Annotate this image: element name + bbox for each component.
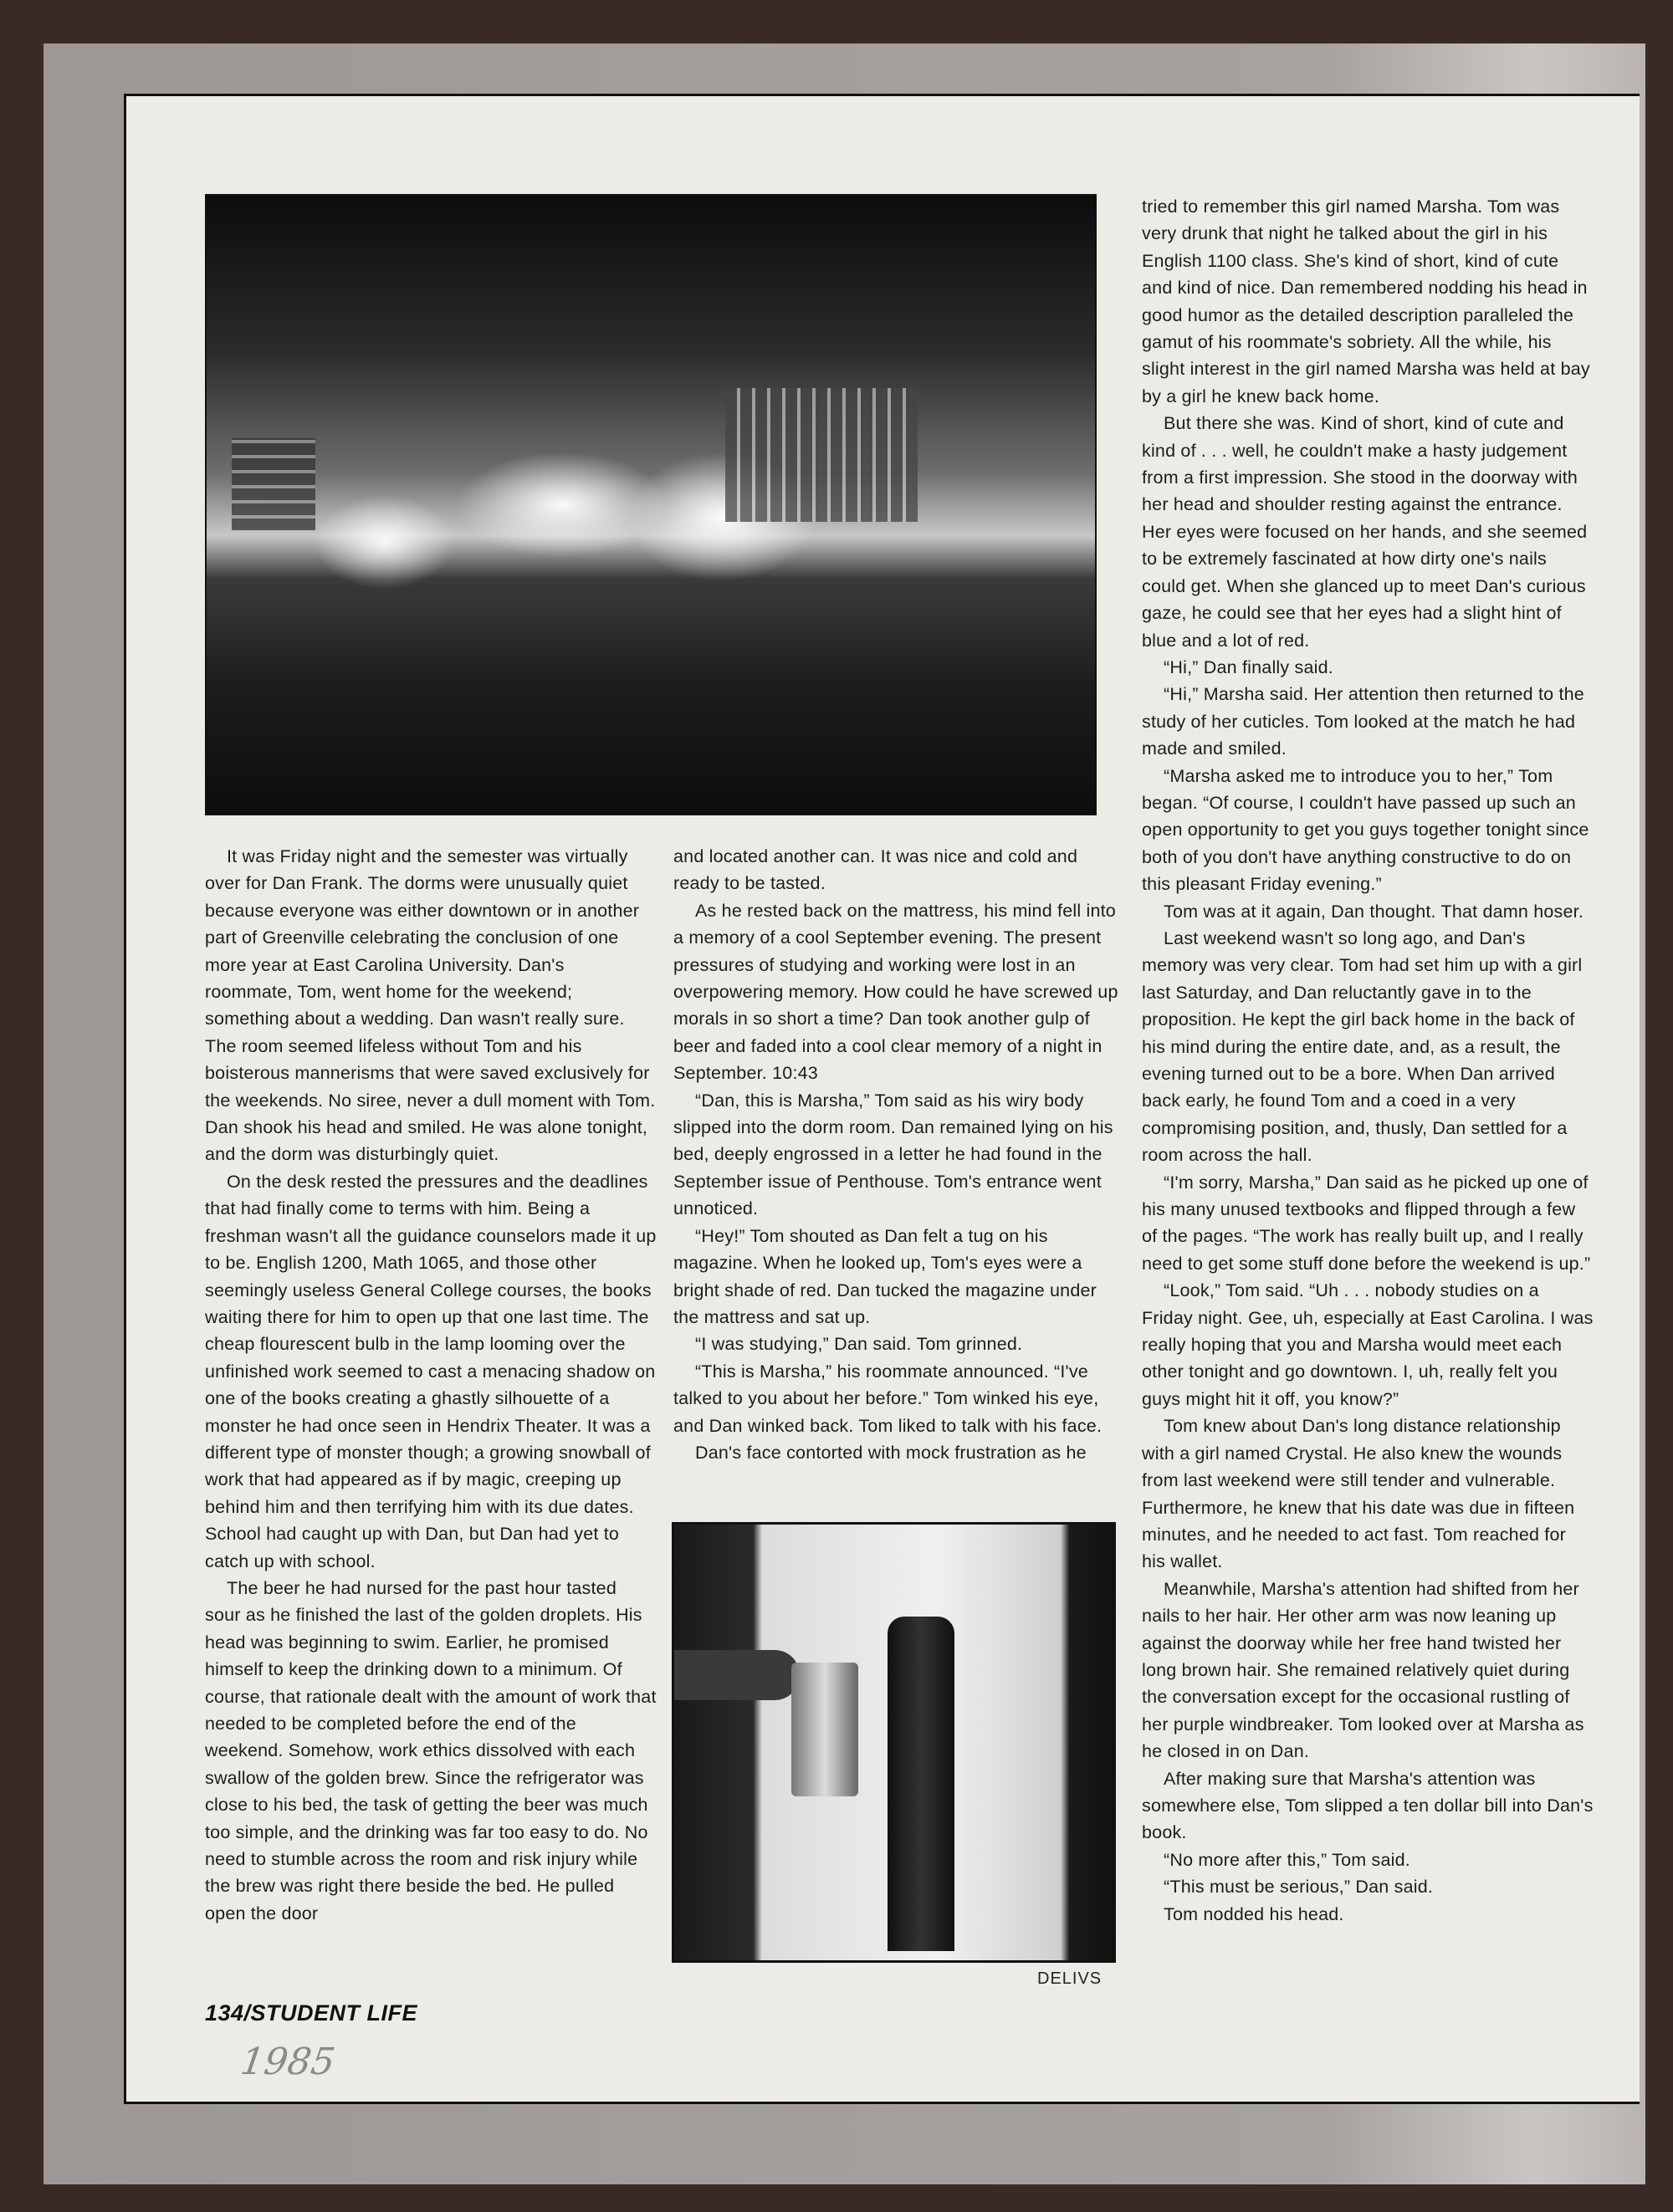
- right-column: [1142, 193, 1594, 1928]
- paragraph: “I was studying,” Dan said. Tom grinned.: [695, 1334, 1023, 1355]
- paragraph: “Dan, this is Marsha,” Tom said as his wiry body slipped into the dorm room. Dan remained lying on his bed, deeply engrossed in a letter he had found in the September issue of Penthouse. Tom's entrance went unnoticed.: [673, 1090, 1113, 1219]
- handwritten-year: 1985: [238, 2041, 338, 2083]
- paragraph: As he rested back on the mattress, his mind fell into a memory of a cool September evening. The present pressures of studying and working were lost in an overpowering memory. How could he have screwed up morals in so short a time? Dan took another gulp of beer and faded into a cool clear memory of a night in September. 10:43: [673, 900, 1118, 1084]
- photo-credit: DELIVS: [1037, 1969, 1103, 1988]
- paragraph: “Look,” Tom said. “Uh . . . nobody studies on a Friday night. Gee, uh, especially at East Carolina. I was really hoping that you and Marsha would meet each other tonight and go downtown. I, uh, really felt you guys might hit it off, you know?”: [1142, 1280, 1594, 1409]
- paragraph: But there she was. Kind of short, kind of cute and kind of . . . well, he couldn't make a hasty judgement from a first impression. She stood in the doorway with her head and shoulder resting against the entrance. Her eyes were focused on her hands, and she seemed to be extremely fascinated at how dirty one's nails could get. When she glanced up to meet Dan's curious gaze, he could see that her eyes had a slight hint of blue and a lot of red.: [1142, 413, 1588, 651]
- paragraph: It was Friday night and the semester was virtually over for Dan Frank. The dorms were unusually quiet because everyone was either downtown or in another part of Greenville celebrating the conclusion of one more year at East Carolina University. Dan's roommate, Tom, went home for the weekend; something about a wedding. Dan wasn't really sure. The room seemed lifeless without Tom and his boisterous mannerisms that were saved exclusively for the weekends. No siree, never a dull moment with Tom. Dan shook his head and smiled. He was alone tonight, and the dorm was disturbingly quiet.: [205, 846, 656, 1165]
- page-folio: 134/STUDENT LIFE: [205, 2000, 418, 2026]
- paragraph: Last weekend wasn't so long ago, and Dan's memory was very clear. Tom had set him up with a girl last Saturday, and Dan reluctantly gave in to the proposition. He kept the girl back home in the back of his mind during the entire date, and, as a result, the evening turned out to be a bore. When Dan arrived back early, he found Tom and a coed in a very compromising position, and, thusly, Dan settled for a room across the hall.: [1142, 927, 1583, 1166]
- refrigerator-beer-photo: [672, 1522, 1116, 1963]
- paragraph: Tom nodded his head.: [1164, 1903, 1344, 1924]
- paragraph: “Hi,” Dan finally said.: [1164, 656, 1333, 677]
- paragraph: tried to remember this girl named Marsha. Tom was very drunk that night he talked about the girl in his English 1100 class. She's kind of short, kind of cute and kind of nice. Dan remembered nodding his head in good humor as the detailed description paralleled the gamut of his roommate's sobriety. All the while, his slight interest in the girl named Marsha was held at bay by a girl he knew back home.: [1142, 197, 1590, 406]
- paragraph: “Hi,” Marsha said. Her attention then returned to the study of her cuticles. Tom looked at the match he had made and smiled.: [1142, 684, 1584, 759]
- paragraph: “I'm sorry, Marsha,” Dan said as he picked up one of his many unused textbooks and flipped through a few of the pages. “The work has really built up, and I really need to get some stuff done before the weekend is up.”: [1142, 1172, 1591, 1274]
- paragraph: The beer he had nursed for the past hour tasted sour as he finished the last of the golden droplets. His head was beginning to swim. Earlier, he promised himself to keep the drinking down to a minimum. Of course, that rationale dealt with the amount of work that needed to be completed before the end of the weekend. Somehow, work ethics dissolved with each swallow of the golden brew. Since the refrigerator was close to his bed, the task of getting the beer was much too simple, and the drinking was far too easy to do. No need to stumble across the room and risk injury while the brew was right there beside the bed. He pulled open the door: [205, 1577, 657, 1923]
- paragraph: and located another can. It was nice and cold and ready to be tasted.: [673, 846, 1078, 894]
- dorm-building: [232, 438, 315, 530]
- paragraph: “This is Marsha,” his roommate announced. “I've talked to you about her before.” Tom winked his eye, and Dan winked back. Tom liked to talk with his face.: [673, 1361, 1103, 1436]
- paragraph: Tom was at it again, Dan thought. That damn hoser.: [1164, 901, 1584, 922]
- dorm-building: [725, 388, 918, 522]
- paragraph: “Marsha asked me to introduce you to her,” Tom began. “Of course, I couldn't have passed up such an open opportunity to get you guys together tonight since both of you don't have anything constructive to do on this pleasant Friday evening.”: [1142, 765, 1589, 895]
- paragraph: Tom knew about Dan's long distance relationship with a girl named Crystal. He also knew the wounds from last weekend were still tender and vulnerable. Furthermore, he knew that his date was due in fifteen minutes, and he needed to act fast. Tom reached for his wallet.: [1142, 1416, 1575, 1572]
- beer-can: [791, 1663, 858, 1796]
- paragraph: On the desk rested the pressures and the deadlines that had finally come to terms with him. Being a freshman wasn't all the guidance counselors made it up to be. English 1200, Math 1065, and those other seemingly useless General College courses, the books waiting there for him to open up that one last time. The cheap flourescent bulb in the lamp looming over the unfinished work seemed to cast a menacing shadow on one of the books creating a ghastly silhouette of a monster he had once seen in Hendrix Theater. It was a different type of monster though; a growing snowball of work that had appeared as if by magic, creeping up behind him and then terrifying him with its due dates. School had caught up with Dan, but Dan had yet to catch up with school.: [205, 1171, 657, 1571]
- hand: [674, 1650, 800, 1700]
- dorm-night-photo: [205, 194, 1097, 815]
- paragraph: “This must be serious,” Dan said.: [1164, 1877, 1434, 1898]
- paragraph: “Hey!” Tom shouted as Dan felt a tug on his magazine. When he looked up, Tom's eyes were a bright shade of red. Dan tucked the magazine under the mattress and sat up.: [673, 1225, 1097, 1327]
- paragraph: “No more after this,” Tom said.: [1164, 1849, 1410, 1870]
- middle-column: [673, 843, 1125, 1466]
- wine-bottle: [888, 1617, 954, 1951]
- paragraph: Dan's face contorted with mock frustration as he: [695, 1442, 1087, 1463]
- paragraph: Meanwhile, Marsha's attention had shifted from her nails to her hair. Her other arm was now leaning up against the doorway while her free hand twisted her long brown hair. She remained relatively quiet during the conversation except for the occasional rustling of her purple windbreaker. Tom looked over at Marsha as he closed in on Dan.: [1142, 1578, 1584, 1762]
- paragraph: After making sure that Marsha's attention was somewhere else, Tom slipped a ten dollar bill into Dan's book.: [1142, 1768, 1594, 1843]
- left-column: [205, 843, 657, 1927]
